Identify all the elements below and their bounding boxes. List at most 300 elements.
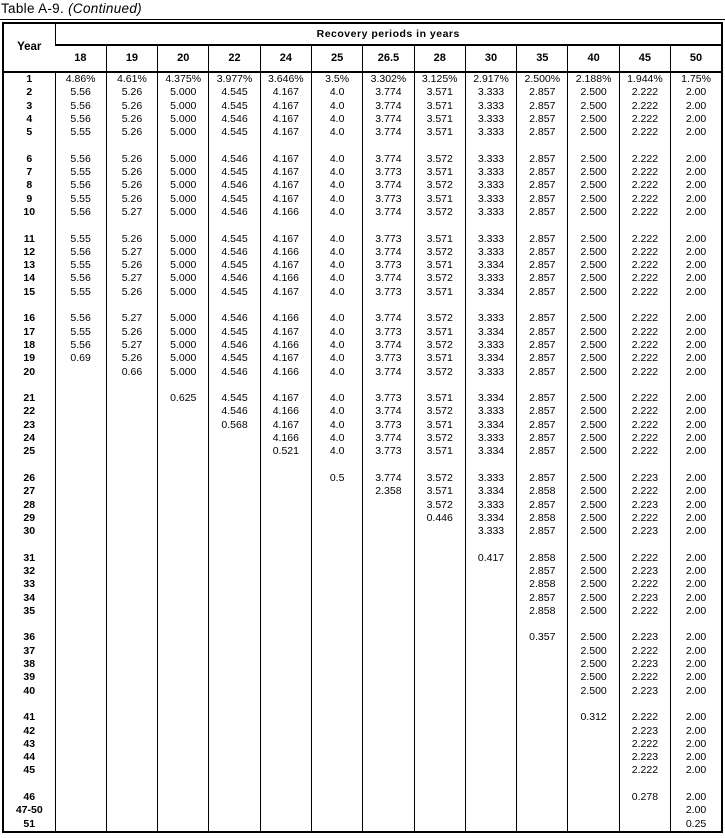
rate-cell: 2.00 <box>671 206 722 219</box>
rate-cell: 2.500 <box>568 565 619 578</box>
rate-cell <box>55 405 106 418</box>
rate-cell <box>209 711 260 724</box>
spacer-cell <box>517 778 568 791</box>
spacer-cell <box>55 459 106 472</box>
rate-cell: 4.166 <box>260 405 311 418</box>
spacer-cell <box>260 778 311 791</box>
rate-cell: 5.26 <box>106 179 157 192</box>
spacer-cell <box>465 778 516 791</box>
rate-cell <box>414 552 465 565</box>
rate-cell: 5.000 <box>158 126 209 139</box>
year-cell: 6 <box>26 152 33 165</box>
spacer-cell <box>363 219 414 232</box>
rate-cell <box>55 525 106 538</box>
spacer-cell <box>568 618 619 631</box>
spacer-cell <box>209 698 260 711</box>
rate-cell: 5.000 <box>158 339 209 352</box>
rate-cell <box>363 578 414 591</box>
rate-cell: 5.27 <box>106 206 157 219</box>
rate-cell <box>158 818 209 832</box>
rate-cell <box>260 764 311 777</box>
rate-cell: 4.167 <box>260 153 311 166</box>
rate-cell <box>260 671 311 684</box>
rate-cell: 5.000 <box>158 366 209 379</box>
spacer-cell <box>158 778 209 791</box>
rate-cell <box>209 764 260 777</box>
spacer-cell <box>568 538 619 551</box>
rate-cell: 3.333 <box>465 100 516 113</box>
spacer-cell <box>414 219 465 232</box>
spacer-cell <box>363 618 414 631</box>
year-cell: 39 <box>23 671 36 684</box>
table-row <box>3 738 722 751</box>
rate-cell <box>55 565 106 578</box>
rate-cell: 5.55 <box>55 193 106 206</box>
rate-cell <box>568 818 619 832</box>
rate-cell <box>414 725 465 738</box>
rate-cell: 2.858 <box>517 605 568 618</box>
rate-cell <box>311 645 362 658</box>
rate-cell: 2.00 <box>671 286 722 299</box>
rate-cell: 3.125% <box>414 72 465 86</box>
rate-cell: 5.55 <box>55 259 106 272</box>
rate-cell: 4.545 <box>209 392 260 405</box>
rate-cell: 5.26 <box>106 86 157 99</box>
rate-cell: 2.222 <box>619 339 670 352</box>
rate-cell: 2.857 <box>517 352 568 365</box>
rate-cell: 4.546 <box>209 179 260 192</box>
table-row <box>3 272 722 285</box>
rate-cell <box>414 671 465 684</box>
rate-cell: 3.572 <box>414 312 465 325</box>
year-cell: 7 <box>26 166 33 179</box>
rate-cell: 5.26 <box>106 153 157 166</box>
year-cell: 33 <box>23 578 36 591</box>
rate-cell: 2.222 <box>619 312 670 325</box>
rate-cell: 2.500 <box>568 592 619 605</box>
rate-cell: 3.571 <box>414 86 465 99</box>
rate-cell: 4.0 <box>311 233 362 246</box>
table-title-continued: (Continued) <box>68 1 142 16</box>
rate-cell: 5.000 <box>158 100 209 113</box>
rate-cell: 2.222 <box>619 233 670 246</box>
rate-cell: 2.858 <box>517 485 568 498</box>
spacer-cell <box>158 618 209 631</box>
rate-cell: 4.166 <box>260 312 311 325</box>
rate-cell <box>363 818 414 832</box>
spacer-cell <box>465 698 516 711</box>
rate-cell: 2.223 <box>619 472 670 485</box>
rate-cell: 3.333 <box>465 86 516 99</box>
table-row <box>3 592 722 605</box>
rate-cell: 5.000 <box>158 312 209 325</box>
table-row <box>3 605 722 618</box>
rate-cell <box>158 592 209 605</box>
spacer-cell <box>3 139 55 152</box>
rate-cell <box>363 592 414 605</box>
rate-cell <box>209 565 260 578</box>
table-row <box>3 126 722 139</box>
rate-cell: 2.857 <box>517 499 568 512</box>
rate-cell <box>465 645 516 658</box>
rate-cell: 2.222 <box>619 671 670 684</box>
table-row <box>3 645 722 658</box>
rate-cell: 5.000 <box>158 352 209 365</box>
rate-cell: 2.222 <box>619 405 670 418</box>
rate-cell: 2.222 <box>619 432 670 445</box>
table-row <box>3 206 722 219</box>
rate-cell: 2.500 <box>568 405 619 418</box>
rate-cell: 3.571 <box>414 233 465 246</box>
spacer-cell <box>517 379 568 392</box>
rate-cell: 2.500 <box>568 392 619 405</box>
rate-cell: 2.222 <box>619 326 670 339</box>
rate-cell <box>311 631 362 644</box>
rate-cell: 5.26 <box>106 126 157 139</box>
rate-cell: 2.500 <box>568 100 619 113</box>
year-cell: 44 <box>23 751 36 764</box>
column-header-row <box>3 45 722 72</box>
rate-cell: 3.572 <box>414 366 465 379</box>
rate-cell: 4.167 <box>260 259 311 272</box>
table-row <box>3 751 722 764</box>
group-spacer-row <box>3 139 722 152</box>
rate-cell: 4.546 <box>209 366 260 379</box>
rate-cell <box>414 751 465 764</box>
rate-cell <box>311 512 362 525</box>
rate-cell: 3.572 <box>414 153 465 166</box>
rate-cell: 2.857 <box>517 432 568 445</box>
rate-cell: 0.69 <box>55 352 106 365</box>
spacer-cell <box>671 618 722 631</box>
rate-cell: 0.357 <box>517 631 568 644</box>
rate-cell <box>106 764 157 777</box>
spacer-cell <box>568 139 619 152</box>
rate-cell <box>414 631 465 644</box>
rate-cell <box>209 605 260 618</box>
spacer-cell <box>465 618 516 631</box>
rate-cell <box>568 751 619 764</box>
year-cell: 28 <box>23 498 36 511</box>
rate-cell <box>55 751 106 764</box>
rate-cell <box>158 671 209 684</box>
rate-cell: 3.333 <box>465 166 516 179</box>
table-row <box>3 671 722 684</box>
table-row <box>3 392 722 405</box>
rate-cell: 0.5 <box>311 472 362 485</box>
spacer-cell <box>465 538 516 551</box>
rate-cell: 3.571 <box>414 259 465 272</box>
rate-cell: 4.166 <box>260 432 311 445</box>
rate-cell: 4.0 <box>311 352 362 365</box>
table-row <box>3 326 722 339</box>
rate-cell <box>55 472 106 485</box>
rate-cell: 4.0 <box>311 179 362 192</box>
rate-cell <box>55 578 106 591</box>
year-cell: 1 <box>26 73 33 85</box>
rate-cell: 3.773 <box>363 326 414 339</box>
spacer-cell <box>619 778 670 791</box>
rate-cell <box>158 605 209 618</box>
table-row <box>3 72 722 86</box>
rate-cell: 3.571 <box>414 166 465 179</box>
rate-cell: 2.857 <box>517 206 568 219</box>
rate-cell: 2.857 <box>517 246 568 259</box>
rate-cell: 2.857 <box>517 366 568 379</box>
rate-cell: 3.774 <box>363 126 414 139</box>
rate-cell <box>414 525 465 538</box>
rate-cell: 2.00 <box>671 193 722 206</box>
rate-cell: 4.61% <box>106 72 157 86</box>
rate-cell: 2.223 <box>619 592 670 605</box>
rate-cell: 4.0 <box>311 286 362 299</box>
year-cell: 13 <box>23 259 36 272</box>
spacer-cell <box>106 538 157 551</box>
rate-cell: 2.00 <box>671 113 722 126</box>
rate-cell <box>209 791 260 804</box>
year-cell: 37 <box>23 644 36 657</box>
rate-cell: 5.27 <box>106 246 157 259</box>
rate-cell: 2.500 <box>568 326 619 339</box>
rate-cell: 2.500 <box>568 339 619 352</box>
spacer-cell <box>619 219 670 232</box>
table-row <box>3 565 722 578</box>
year-cell: 25 <box>23 445 36 458</box>
rate-cell: 2.00 <box>671 764 722 777</box>
rate-cell: 2.222 <box>619 605 670 618</box>
rate-cell: 2.222 <box>619 764 670 777</box>
rate-cell: 2.500 <box>568 499 619 512</box>
year-cell: 36 <box>23 631 36 644</box>
table-row <box>3 711 722 724</box>
rate-cell: 2.500 <box>568 272 619 285</box>
rate-cell <box>414 645 465 658</box>
table-title <box>0 0 725 20</box>
rate-cell: 2.500 <box>568 86 619 99</box>
rate-cell: 2.917% <box>465 72 516 86</box>
rate-cell <box>55 804 106 817</box>
rate-cell <box>158 725 209 738</box>
rate-cell: 2.222 <box>619 259 670 272</box>
rate-cell <box>568 791 619 804</box>
rate-cell: 4.545 <box>209 86 260 99</box>
rate-cell: 2.857 <box>517 525 568 538</box>
spacer-cell <box>3 219 55 232</box>
rate-cell: 2.358 <box>363 485 414 498</box>
rate-cell <box>517 804 568 817</box>
group-spacer-row <box>3 219 722 232</box>
spacer-cell <box>311 538 362 551</box>
rate-cell: 2.223 <box>619 499 670 512</box>
rate-cell <box>260 552 311 565</box>
rate-cell: 3.774 <box>363 179 414 192</box>
rate-cell <box>311 711 362 724</box>
spacer-cell <box>671 299 722 312</box>
rate-cell <box>311 565 362 578</box>
spacer-cell <box>158 139 209 152</box>
group-spacer-row <box>3 698 722 711</box>
rate-cell: 4.0 <box>311 259 362 272</box>
rate-cell <box>106 818 157 832</box>
rate-cell <box>311 552 362 565</box>
rate-cell: 2.223 <box>619 525 670 538</box>
rate-cell: 5.000 <box>158 272 209 285</box>
rate-cell: 3.333 <box>465 206 516 219</box>
rate-cell: 0.312 <box>568 711 619 724</box>
rate-cell: 2.500 <box>568 658 619 671</box>
rate-cell <box>55 818 106 832</box>
rate-cell: 5.26 <box>106 286 157 299</box>
rate-cell: 5.000 <box>158 86 209 99</box>
rate-cell: 5.55 <box>55 233 106 246</box>
rate-cell: 2.500 <box>568 113 619 126</box>
rate-cell: 3.774 <box>363 153 414 166</box>
rate-cell <box>414 738 465 751</box>
rate-cell: 2.500 <box>568 445 619 458</box>
rate-cell: 3.334 <box>465 512 516 525</box>
rate-cell: 4.545 <box>209 126 260 139</box>
rate-cell: 2.223 <box>619 751 670 764</box>
spacer-cell <box>568 459 619 472</box>
year-cell: 45 <box>23 764 36 777</box>
rate-cell: 5.56 <box>55 206 106 219</box>
rate-cell: 4.0 <box>311 419 362 432</box>
table-row <box>3 525 722 538</box>
rate-cell: 3.572 <box>414 432 465 445</box>
year-cell: 10 <box>23 205 36 218</box>
table-row <box>3 246 722 259</box>
rate-cell: 4.0 <box>311 246 362 259</box>
rate-cell <box>363 804 414 817</box>
group-spacer-row <box>3 618 722 631</box>
spacer-cell <box>568 299 619 312</box>
rate-cell: 4.0 <box>311 206 362 219</box>
rate-cell: 2.00 <box>671 272 722 285</box>
rate-cell: 2.500 <box>568 605 619 618</box>
rate-cell <box>260 685 311 698</box>
rate-cell <box>568 764 619 777</box>
spacer-cell <box>414 538 465 551</box>
rate-cell <box>209 499 260 512</box>
rate-cell <box>363 791 414 804</box>
rate-cell <box>158 405 209 418</box>
rate-cell: 4.546 <box>209 113 260 126</box>
year-cell: 3 <box>26 99 33 112</box>
rate-cell: 2.223 <box>619 685 670 698</box>
rate-cell: 2.00 <box>671 233 722 246</box>
spacer-cell <box>158 299 209 312</box>
spacer-cell <box>619 139 670 152</box>
rate-cell: 2.500 <box>568 432 619 445</box>
rate-cell <box>260 711 311 724</box>
table-row <box>3 193 722 206</box>
rate-cell: 3.333 <box>465 126 516 139</box>
rate-cell <box>414 578 465 591</box>
year-cell: 34 <box>23 591 36 604</box>
table-header <box>3 23 722 72</box>
rate-cell <box>465 711 516 724</box>
rate-cell: 2.222 <box>619 206 670 219</box>
rate-cell: 2.222 <box>619 711 670 724</box>
table-row <box>3 179 722 192</box>
spacer-cell <box>568 698 619 711</box>
rate-cell: 5.000 <box>158 113 209 126</box>
spacer-cell <box>55 538 106 551</box>
rate-cell <box>363 671 414 684</box>
rate-cell: 5.000 <box>158 179 209 192</box>
spacer-cell <box>465 219 516 232</box>
rate-cell <box>55 392 106 405</box>
spacer-cell <box>3 379 55 392</box>
rate-cell: 2.222 <box>619 86 670 99</box>
rate-cell: 3.333 <box>465 312 516 325</box>
rate-cell: 0.446 <box>414 512 465 525</box>
year-cell: 14 <box>23 272 36 285</box>
rate-cell: 2.00 <box>671 312 722 325</box>
rate-cell: 3.774 <box>363 366 414 379</box>
year-cell: 21 <box>23 392 36 405</box>
rate-cell: 3.334 <box>465 392 516 405</box>
rate-cell: 3.334 <box>465 286 516 299</box>
spacer-cell <box>363 459 414 472</box>
rate-cell: 5.56 <box>55 86 106 99</box>
rate-cell: 2.222 <box>619 645 670 658</box>
rate-cell: 5.000 <box>158 286 209 299</box>
rate-cell: 2.223 <box>619 631 670 644</box>
rate-cell: 2.00 <box>671 791 722 804</box>
rate-cell <box>414 658 465 671</box>
rate-cell: 2.857 <box>517 312 568 325</box>
rate-cell: 4.0 <box>311 326 362 339</box>
group-spacer-row <box>3 379 722 392</box>
table-row <box>3 339 722 352</box>
table-row <box>3 552 722 565</box>
recovery-periods-header: Recovery periods in years <box>55 23 722 45</box>
spacer-cell <box>209 219 260 232</box>
rate-cell <box>517 764 568 777</box>
rate-cell: 2.00 <box>671 472 722 485</box>
rate-cell <box>414 565 465 578</box>
table-row <box>3 485 722 498</box>
rate-cell <box>209 445 260 458</box>
rate-cell <box>106 605 157 618</box>
rate-cell <box>209 751 260 764</box>
rate-cell: 4.546 <box>209 153 260 166</box>
year-cell: 31 <box>23 551 36 564</box>
rate-cell <box>260 791 311 804</box>
rate-cell <box>517 671 568 684</box>
rate-cell: 5.56 <box>55 113 106 126</box>
rate-cell: 4.0 <box>311 86 362 99</box>
rate-cell <box>209 738 260 751</box>
rate-cell <box>209 671 260 684</box>
spacer-cell <box>568 219 619 232</box>
rate-cell: 2.857 <box>517 233 568 246</box>
rate-cell: 3.646% <box>260 72 311 86</box>
rate-cell <box>209 552 260 565</box>
rate-cell <box>209 685 260 698</box>
rate-cell: 2.00 <box>671 445 722 458</box>
table-row <box>3 685 722 698</box>
spacer-cell <box>363 698 414 711</box>
year-cell: 30 <box>23 525 36 538</box>
rate-cell: 4.545 <box>209 166 260 179</box>
rate-cell: 2.857 <box>517 166 568 179</box>
rate-cell <box>106 445 157 458</box>
rate-cell: 2.857 <box>517 592 568 605</box>
rate-cell: 4.0 <box>311 312 362 325</box>
rate-cell <box>260 512 311 525</box>
